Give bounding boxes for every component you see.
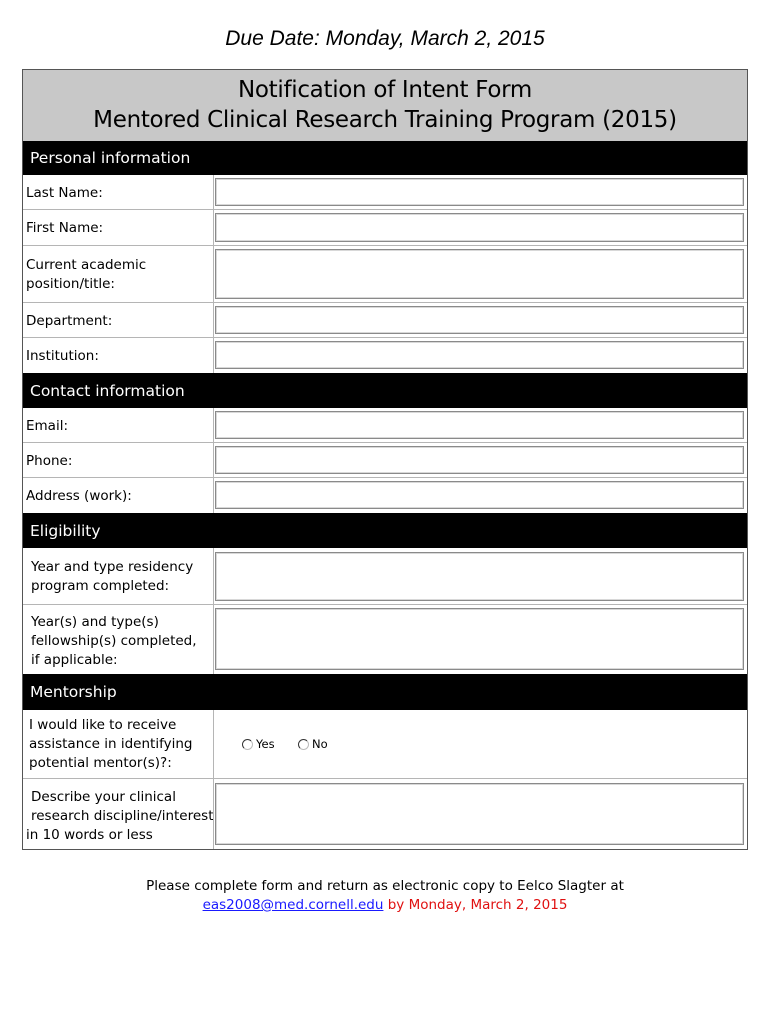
row-mentor-assistance <box>23 710 747 779</box>
row-divider <box>213 303 214 338</box>
phone-field[interactable] <box>215 446 744 474</box>
fellowship-label-line3: if applicable: <box>31 652 118 668</box>
row-divider <box>213 246 214 303</box>
row-divider <box>213 338 214 373</box>
mentor-no-radio[interactable] <box>298 737 328 751</box>
row-divider <box>213 605 214 674</box>
row-email <box>23 408 747 443</box>
footer-line2 <box>0 896 770 915</box>
department-label: Department: <box>26 313 113 329</box>
row-divider <box>213 710 214 779</box>
mentor-assistance-label-line3: potential mentor(s)?: <box>29 755 172 771</box>
row-divider <box>213 408 214 443</box>
deadline-text: by Monday, March 2, 2015 <box>383 897 568 913</box>
first-name-label: First Name: <box>26 220 104 236</box>
address-field[interactable] <box>215 481 744 509</box>
institution-label: Institution: <box>26 348 99 364</box>
footer-line1: Please complete form and return as electronic copy to Eelco Slagter at <box>146 878 624 894</box>
row-divider <box>213 175 214 210</box>
intent-form <box>22 69 748 850</box>
fellowship-field[interactable] <box>215 608 744 670</box>
section-eligibility: Eligibility <box>23 513 747 548</box>
residency-field[interactable] <box>215 552 744 601</box>
footer-instructions <box>0 877 770 915</box>
residency-label-line2: program completed: <box>31 578 170 594</box>
research-interest-label-line1: Describe your clinical <box>31 789 176 805</box>
row-first-name <box>23 210 747 246</box>
radio-circle-icon[interactable] <box>242 739 253 750</box>
last-name-label: Last Name: <box>26 185 103 201</box>
row-research-interest <box>23 779 747 849</box>
position-title-field[interactable] <box>215 249 744 299</box>
email-label: Email: <box>26 418 69 434</box>
row-department <box>23 303 747 338</box>
mentor-yes-radio[interactable] <box>242 737 275 751</box>
row-fellowship <box>23 605 747 674</box>
radio-circle-icon[interactable] <box>298 739 309 750</box>
department-field[interactable] <box>215 306 744 334</box>
last-name-field[interactable] <box>215 178 744 206</box>
position-title-label <box>26 256 146 294</box>
section-contact-information: Contact information <box>23 373 747 408</box>
first-name-field[interactable] <box>215 213 744 242</box>
mentor-no-label: No <box>312 737 328 751</box>
position-title-label-line1: Current academic <box>26 257 147 273</box>
research-interest-field[interactable] <box>215 783 744 845</box>
row-phone <box>23 443 747 478</box>
row-divider <box>213 210 214 246</box>
research-interest-label-line2: research discipline/interest <box>31 808 214 824</box>
form-title-line2: Mentored Clinical Research Training Program (2015) <box>93 107 677 133</box>
phone-label: Phone: <box>26 453 73 469</box>
row-address <box>23 478 747 513</box>
form-title-line1: Notification of Intent Form <box>237 77 533 103</box>
row-divider <box>213 443 214 478</box>
due-date: Due Date: Monday, March 2, 2015 <box>225 27 545 50</box>
research-interest-label <box>26 788 214 845</box>
row-last-name <box>23 175 747 210</box>
row-residency <box>23 548 747 605</box>
fellowship-label <box>31 613 197 670</box>
section-personal-information: Personal information <box>23 141 747 175</box>
mentor-assistance-label-line2: assistance in identifying <box>29 736 193 752</box>
section-mentorship: Mentorship <box>23 674 747 710</box>
residency-label-line1: Year and type residency <box>31 559 194 575</box>
address-label: Address (work): <box>26 488 132 504</box>
row-divider <box>213 548 214 605</box>
row-divider <box>213 779 214 849</box>
row-position-title <box>23 246 747 303</box>
mentor-assistance-label-line1: I would like to receive <box>29 717 177 733</box>
mentor-assistance-label <box>29 716 192 773</box>
institution-field[interactable] <box>215 341 744 369</box>
form-title-box <box>23 70 747 141</box>
row-divider <box>213 478 214 513</box>
fellowship-label-line1: Year(s) and type(s) <box>31 614 159 630</box>
residency-label <box>31 558 193 596</box>
research-interest-label-line3: in 10 words or less <box>26 827 153 843</box>
contact-email-link[interactable]: eas2008@med.cornell.edu <box>202 897 384 913</box>
email-field[interactable] <box>215 411 744 439</box>
mentor-yes-label: Yes <box>256 737 275 751</box>
row-institution <box>23 338 747 373</box>
position-title-label-line2: position/title: <box>26 276 115 292</box>
fellowship-label-line2: fellowship(s) completed, <box>31 633 197 649</box>
